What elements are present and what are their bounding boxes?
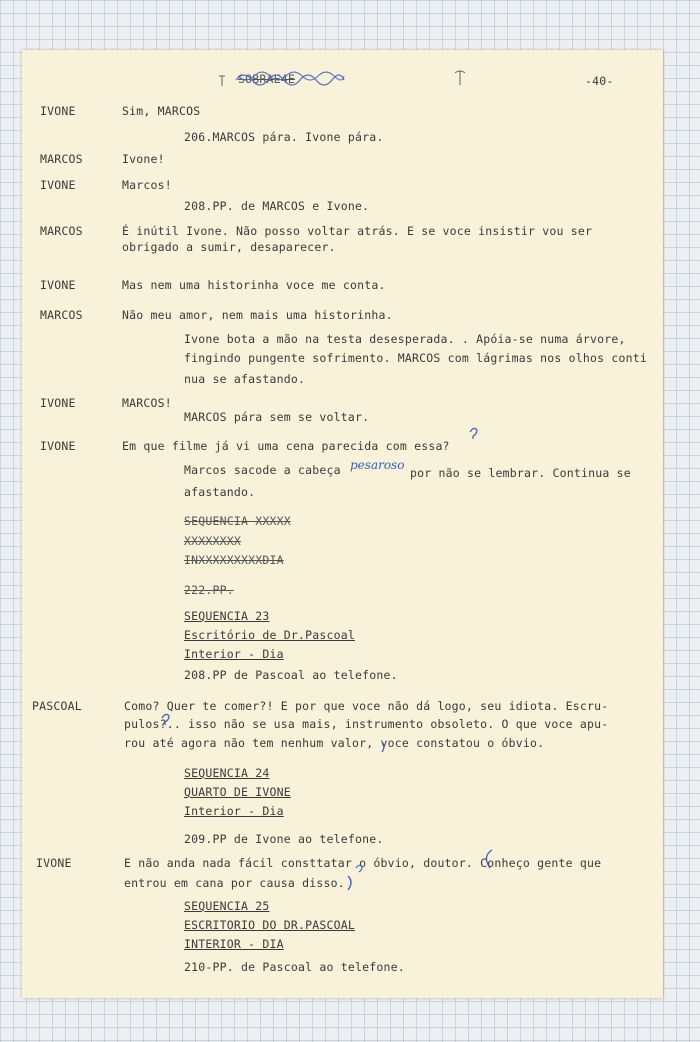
dialogue-line: Marcos! <box>122 178 172 192</box>
speaker-pascoal: PASCOAL <box>32 699 82 713</box>
action-line: Marcos sacode a cabeça <box>184 463 341 477</box>
hole-mark-icon <box>454 70 466 86</box>
speaker-ivone: IVONE <box>40 278 76 292</box>
sequence-time: INTERIOR - DIA <box>184 937 284 951</box>
action-line: Ivone bota a mão na testa desesperada. . Apóia-se numa árvore, <box>184 332 626 346</box>
speaker-ivone: IVONE <box>40 104 76 118</box>
page-number: -40- <box>585 74 614 88</box>
dialogue-line: Como? Quer te comer?! E por que voce não dá logo, seu idiota. Escru- <box>124 699 609 713</box>
dialogue-line: pulos?.. isso não se usa mais, instrumento obsoleto. O que voce apu- <box>124 717 609 731</box>
struck-header-text: SOBRAE4E <box>238 72 295 86</box>
dialogue-line: entrou em cana por causa disso. <box>124 876 345 890</box>
speaker-marcos: MARCOS <box>40 224 83 238</box>
script-page <box>22 50 663 998</box>
speaker-ivone: IVONE <box>40 178 76 192</box>
speaker-ivone: IVONE <box>40 396 76 410</box>
dialogue-line: obrigado a sumir, desaparecer. <box>122 240 336 254</box>
sequence-location: QUARTO DE IVONE <box>184 785 291 799</box>
speaker-marcos: MARCOS <box>40 308 83 322</box>
dialogue-line: Ivone! <box>122 152 165 166</box>
struck-sequence-heading: XXXXXXXX <box>184 534 241 548</box>
action-line: 206.MARCOS pára. Ivone pára. <box>184 130 384 144</box>
dialogue-line: É inútil Ivone. Não posso voltar atrás. E se voce insistir vou ser <box>122 224 593 238</box>
dialogue-line: Em que filme já vi uma cena parecida com essa? <box>122 439 450 453</box>
speaker-marcos: MARCOS <box>40 152 83 166</box>
action-line: MARCOS pára sem se voltar. <box>184 410 370 424</box>
action-line: 208.PP de Pascoal ao telefone. <box>184 668 398 682</box>
dialogue-line: Sim, MARCOS <box>122 104 201 118</box>
dialogue-line: E não anda nada fácil consttatar o óbvio, doutor. Conheço gente que <box>124 856 602 870</box>
action-line: nua se afastando. <box>184 372 306 386</box>
struck-sequence-heading: SEQUENCIA XXXXX <box>184 514 291 528</box>
sequence-time: Interior - Dia <box>184 804 284 818</box>
action-line: por não se lembrar. Continua se <box>410 466 631 480</box>
action-line: afastando. <box>184 485 256 499</box>
sequence-heading: SEQUENCIA 23 <box>184 609 270 623</box>
action-line: 209.PP de Ivone ao telefone. <box>184 832 384 846</box>
struck-sequence-heading: INXXXXXXXXXDIA <box>184 553 284 567</box>
handwritten-insertion: pesaroso <box>350 458 405 472</box>
sequence-location: ESCRITORIO DO DR.PASCOAL <box>184 918 355 932</box>
sequence-heading: SEQUENCIA 24 <box>184 766 270 780</box>
crossed-out-header <box>218 68 368 92</box>
dialogue-line: Mas nem uma historinha voce me conta. <box>122 278 386 292</box>
struck-shot-line: 222.PP. <box>184 583 234 597</box>
dialogue-line: Não meu amor, nem mais uma historinha. <box>122 308 393 322</box>
action-line: 210-PP. de Pascoal ao telefone. <box>184 960 405 974</box>
speaker-ivone: IVONE <box>36 856 72 870</box>
sequence-heading: SEQUENCIA 25 <box>184 899 270 913</box>
sequence-time: Interior - Dia <box>184 647 284 661</box>
dialogue-line: MARCOS! <box>122 396 172 410</box>
dialogue-line: rou até agora não tem nenhum valor, voce constatou o óbvio. <box>124 736 545 750</box>
sequence-location: Escritório de Dr.Pascoal <box>184 628 355 642</box>
action-line: 208.PP. de MARCOS e Ivone. <box>184 199 370 213</box>
speaker-ivone: IVONE <box>40 439 76 453</box>
action-line: fingindo pungente sofrimento. MARCOS com lágrimas nos olhos conti <box>184 351 648 365</box>
pen-scribble-icon <box>218 68 368 92</box>
